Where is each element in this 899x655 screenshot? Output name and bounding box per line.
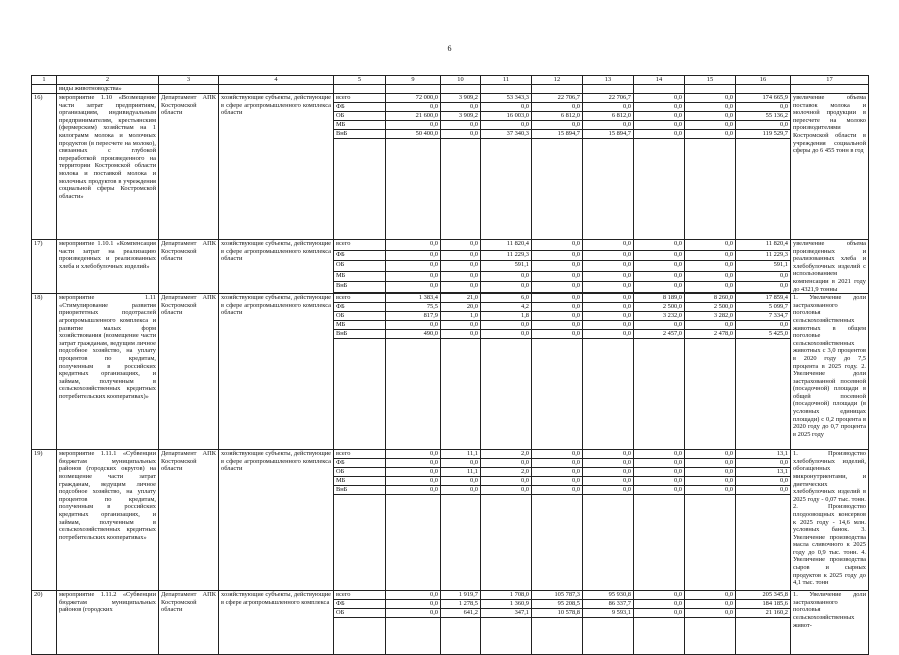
amount-v13: 0,0 bbox=[583, 486, 634, 495]
amount-v13: 0,0 bbox=[583, 250, 634, 261]
amount-v9: 0,0 bbox=[386, 477, 441, 486]
empty-cell bbox=[685, 139, 736, 240]
amount-v13: 0,0 bbox=[583, 121, 634, 130]
amount-v10: 0,0 bbox=[441, 477, 481, 486]
amount-v14: 0,0 bbox=[634, 271, 685, 282]
amount-v16: 119 529,7 bbox=[736, 130, 791, 139]
amount-v13: 0,0 bbox=[583, 282, 634, 293]
empty-cell bbox=[334, 495, 386, 591]
column-header-13: 13 bbox=[583, 76, 634, 85]
amount-v15: 0,0 bbox=[685, 321, 736, 330]
amount-v12: 0,0 bbox=[532, 261, 583, 272]
amount-v14: 0,0 bbox=[634, 261, 685, 272]
amount-v13: 86 337,7 bbox=[583, 600, 634, 609]
amount-v13: 0,0 bbox=[583, 271, 634, 282]
amount-v9: 0,0 bbox=[386, 121, 441, 130]
amount-v11: 2,0 bbox=[481, 468, 532, 477]
empty-cell bbox=[386, 339, 441, 450]
amount-v11: 0,0 bbox=[481, 330, 532, 339]
amount-v10: 3 909,2 bbox=[441, 112, 481, 121]
amount-v13: 0,0 bbox=[583, 103, 634, 112]
funding-source: ФБ bbox=[334, 250, 386, 261]
amount-v9: 72 000,0 bbox=[386, 94, 441, 103]
amount-v14: 0,0 bbox=[634, 240, 685, 251]
empty-cell bbox=[441, 339, 481, 450]
executor: Департамент АПК Костромской области bbox=[159, 591, 219, 655]
amount-v11: 4,2 bbox=[481, 303, 532, 312]
amount-v9: 0,0 bbox=[386, 261, 441, 272]
amount-v15: 0,0 bbox=[685, 600, 736, 609]
amount-v13: 0,0 bbox=[583, 261, 634, 272]
amount-v12: 0,0 bbox=[532, 477, 583, 486]
amount-v12: 22 706,7 bbox=[532, 94, 583, 103]
funding-source: ФБ bbox=[334, 459, 386, 468]
amount-v12: 6 812,0 bbox=[532, 112, 583, 121]
amount-v12: 0,0 bbox=[532, 459, 583, 468]
funding-source: ОБ bbox=[334, 112, 386, 121]
amount-v13: 0,0 bbox=[583, 450, 634, 459]
empty-cell bbox=[334, 618, 386, 655]
executor: Департамент АПК Костромской области bbox=[159, 294, 219, 450]
amount-v16: 591,1 bbox=[736, 261, 791, 272]
amount-v12: 95 208,5 bbox=[532, 600, 583, 609]
amount-v15: 0,0 bbox=[685, 468, 736, 477]
amount-v9: 21 600,0 bbox=[386, 112, 441, 121]
amount-v14: 0,0 bbox=[634, 282, 685, 293]
empty-cell bbox=[736, 339, 791, 450]
amount-v14: 0,0 bbox=[634, 486, 685, 495]
amount-v12: 0,0 bbox=[532, 450, 583, 459]
expected-result: 1. Производство хлебобулочных изделий, обогащенных микронутриентами, и диетических хлебобулочных изделий в 2025 году - 0,07 тыс. тонн. 2. Производство плодоовощных консервов к 2025 году - 14,6 млн. условных банок. 3. Увеличение производства масла сливочного к 2025 году до 0,9 тыс. тонн. 4. Увеличение производства сыров и сырных продуктов к 2025 году до 4,1 тыс. тонн bbox=[791, 450, 869, 591]
amount-v10: 641,2 bbox=[441, 609, 481, 618]
row-number: 20) bbox=[32, 591, 57, 655]
table-row bbox=[32, 294, 869, 303]
amount-v9: 1 383,4 bbox=[386, 294, 441, 303]
measure-name: мероприятие 1.11.2 «Субвенции бюджетам муниципальных районов (городских bbox=[57, 591, 159, 655]
row-number: 19) bbox=[32, 450, 57, 591]
empty-cell bbox=[481, 618, 532, 655]
empty-cell bbox=[532, 339, 583, 450]
amount-v11: 591,1 bbox=[481, 261, 532, 272]
funding-source: МБ bbox=[334, 121, 386, 130]
executor: Департамент АПК Костромской области bbox=[159, 450, 219, 591]
amount-v14: 8 189,0 bbox=[634, 294, 685, 303]
amount-v11: 0,0 bbox=[481, 486, 532, 495]
amount-v11: 0,0 bbox=[481, 271, 532, 282]
measure-name: мероприятие 1.11 «Стимулирование развития приоритетных подотраслей агропромышленного комплекса и развитие малых форм хозяйствования (возмещение части затрат гражданам, ведущим личное подсобное хозяйство, на уплату процентов по кредитам, полученным в российских кредитных организациях, и займам, полученным в сельскохозяйственных кредитных потребительских кооперативах)» bbox=[57, 294, 159, 450]
empty-cell bbox=[441, 139, 481, 240]
amount-v15: 0,0 bbox=[685, 112, 736, 121]
funding-source: МБ bbox=[334, 271, 386, 282]
amount-v15: 0,0 bbox=[685, 591, 736, 600]
funding-source: всего bbox=[334, 591, 386, 600]
amount-v10: 0,0 bbox=[441, 121, 481, 130]
amount-v10: 20,0 bbox=[441, 303, 481, 312]
amount-v13: 0,0 bbox=[583, 468, 634, 477]
amount-v16: 55 136,2 bbox=[736, 112, 791, 121]
table-row bbox=[32, 591, 869, 600]
funding-source: всего bbox=[334, 240, 386, 251]
amount-v15: 0,0 bbox=[685, 121, 736, 130]
amount-v13: 95 930,8 bbox=[583, 591, 634, 600]
amount-v14: 0,0 bbox=[634, 112, 685, 121]
amount-v11: 53 343,3 bbox=[481, 94, 532, 103]
funding-source: ОБ bbox=[334, 312, 386, 321]
amount-v11: 6,0 bbox=[481, 294, 532, 303]
empty-cell bbox=[441, 495, 481, 591]
column-header-1: 1 bbox=[32, 76, 57, 85]
empty-cell bbox=[386, 618, 441, 655]
amount-v14: 0,0 bbox=[634, 94, 685, 103]
amount-v10: 0,0 bbox=[441, 250, 481, 261]
amount-v15: 0,0 bbox=[685, 103, 736, 112]
amount-v10: 0,0 bbox=[441, 271, 481, 282]
header-row bbox=[32, 76, 869, 85]
participants: хозяйствующие субъекты, действующие в сфере агропромышленного комплекса области bbox=[219, 294, 334, 450]
amount-v15: 0,0 bbox=[685, 130, 736, 139]
amount-v12: 0,0 bbox=[532, 312, 583, 321]
amount-v12: 15 894,7 bbox=[532, 130, 583, 139]
amount-v16: 11 820,4 bbox=[736, 240, 791, 251]
amount-v10: 0,0 bbox=[441, 130, 481, 139]
amount-v16: 7 334,7 bbox=[736, 312, 791, 321]
amount-v15: 8 260,0 bbox=[685, 294, 736, 303]
amount-v11: 37 340,3 bbox=[481, 130, 532, 139]
expected-result: 1. Увеличение доли застрахованного поголовья сельскохозяйственных живот- bbox=[791, 591, 869, 655]
amount-v11: 11 229,3 bbox=[481, 250, 532, 261]
amount-v13: 9 593,1 bbox=[583, 609, 634, 618]
amount-v10: 0,0 bbox=[441, 103, 481, 112]
amount-v14: 0,0 bbox=[634, 250, 685, 261]
empty-cell bbox=[685, 618, 736, 655]
amount-v15: 0,0 bbox=[685, 282, 736, 293]
amount-v9: 0,0 bbox=[386, 271, 441, 282]
amount-v12: 10 578,8 bbox=[532, 609, 583, 618]
amount-v10: 1 278,5 bbox=[441, 600, 481, 609]
amount-v9: 0,0 bbox=[386, 459, 441, 468]
amount-v11: 0,0 bbox=[481, 459, 532, 468]
funding-source: МБ bbox=[334, 477, 386, 486]
amount-v11: 16 003,0 bbox=[481, 112, 532, 121]
table-row bbox=[32, 450, 869, 459]
funding-source: ОБ bbox=[334, 261, 386, 272]
amount-v9: 0,0 bbox=[386, 609, 441, 618]
amount-v13: 0,0 bbox=[583, 330, 634, 339]
amount-v9: 0,0 bbox=[386, 600, 441, 609]
column-header-5: 5 bbox=[334, 76, 386, 85]
amount-v12: 0,0 bbox=[532, 240, 583, 251]
amount-v16: 0,0 bbox=[736, 121, 791, 130]
amount-v16: 0,0 bbox=[736, 321, 791, 330]
empty-cell bbox=[736, 495, 791, 591]
row-number: 18) bbox=[32, 294, 57, 450]
amount-v12: 0,0 bbox=[532, 330, 583, 339]
page-number: 6 bbox=[447, 44, 452, 53]
amount-v13: 0,0 bbox=[583, 477, 634, 486]
amount-v11: 11 820,4 bbox=[481, 240, 532, 251]
column-header-17: 17 bbox=[791, 76, 869, 85]
top-fragment-text: виды животноводства» bbox=[57, 85, 159, 94]
amount-v12: 0,0 bbox=[532, 250, 583, 261]
amount-v10: 0,0 bbox=[441, 240, 481, 251]
empty-cell bbox=[736, 139, 791, 240]
amount-v15: 0,0 bbox=[685, 250, 736, 261]
amount-v10: 0,0 bbox=[441, 330, 481, 339]
amount-v9: 0,0 bbox=[386, 450, 441, 459]
amount-v11: 0,0 bbox=[481, 121, 532, 130]
empty-cell bbox=[685, 495, 736, 591]
amount-v15: 0,0 bbox=[685, 261, 736, 272]
table-row bbox=[32, 240, 869, 251]
empty-cell bbox=[583, 139, 634, 240]
amount-v11: 1 708,0 bbox=[481, 591, 532, 600]
participants: хозяйствующие субъекты, действующие в сфере агропромышленного комплекса области bbox=[219, 94, 334, 240]
amount-v10: 0,0 bbox=[441, 282, 481, 293]
amount-v16: 21 160,2 bbox=[736, 609, 791, 618]
funding-source: ФБ bbox=[334, 600, 386, 609]
funding-source: ОБ bbox=[334, 468, 386, 477]
expected-result: увеличение объема произведенных и реализованных хлеба и хлебобулочных изделий с использованием компенсации в 2021 году до 4321,9 тонны bbox=[791, 240, 869, 294]
amount-v9: 0,0 bbox=[386, 240, 441, 251]
amount-v14: 0,0 bbox=[634, 477, 685, 486]
participants: хозяйствующие субъекты, действующие в сфере агропромышленного комплекса области bbox=[219, 240, 334, 294]
empty-cell bbox=[334, 139, 386, 240]
amount-v12: 0,0 bbox=[532, 103, 583, 112]
empty-cell bbox=[532, 139, 583, 240]
amount-v12: 105 787,3 bbox=[532, 591, 583, 600]
amount-v16: 17 859,4 bbox=[736, 294, 791, 303]
amount-v13: 0,0 bbox=[583, 312, 634, 321]
amount-v15: 3 282,0 bbox=[685, 312, 736, 321]
funding-source: ВнБ bbox=[334, 282, 386, 293]
program-measures-table bbox=[31, 75, 869, 655]
amount-v11: 2,0 bbox=[481, 450, 532, 459]
amount-v9: 0,0 bbox=[386, 486, 441, 495]
funding-source: всего bbox=[334, 94, 386, 103]
amount-v13: 6 812,0 bbox=[583, 112, 634, 121]
amount-v9: 490,0 bbox=[386, 330, 441, 339]
amount-v11: 0,0 bbox=[481, 321, 532, 330]
empty-cell bbox=[532, 618, 583, 655]
empty-cell bbox=[441, 618, 481, 655]
amount-v15: 0,0 bbox=[685, 477, 736, 486]
amount-v10: 0,0 bbox=[441, 459, 481, 468]
amount-v11: 0,0 bbox=[481, 477, 532, 486]
empty-cell bbox=[481, 339, 532, 450]
amount-v16: 13,1 bbox=[736, 450, 791, 459]
amount-v14: 2 500,0 bbox=[634, 303, 685, 312]
column-header-4: 4 bbox=[219, 76, 334, 85]
amount-v11: 1 360,9 bbox=[481, 600, 532, 609]
amount-v13: 0,0 bbox=[583, 294, 634, 303]
amount-v15: 2 500,0 bbox=[685, 303, 736, 312]
amount-v15: 0,0 bbox=[685, 271, 736, 282]
amount-v12: 0,0 bbox=[532, 468, 583, 477]
amount-v14: 0,0 bbox=[634, 121, 685, 130]
empty-cell bbox=[736, 618, 791, 655]
amount-v16: 11 229,3 bbox=[736, 250, 791, 261]
funding-source: ВнБ bbox=[334, 130, 386, 139]
empty-cell bbox=[685, 339, 736, 450]
funding-source: всего bbox=[334, 294, 386, 303]
empty-cell bbox=[634, 339, 685, 450]
empty-cell bbox=[532, 495, 583, 591]
amount-v14: 0,0 bbox=[634, 103, 685, 112]
amount-v16: 13,1 bbox=[736, 468, 791, 477]
empty-cell bbox=[386, 139, 441, 240]
amount-v16: 205 345,8 bbox=[736, 591, 791, 600]
amount-v16: 5 425,0 bbox=[736, 330, 791, 339]
amount-v12: 0,0 bbox=[532, 486, 583, 495]
column-header-11: 11 bbox=[481, 76, 532, 85]
amount-v10: 11,1 bbox=[441, 468, 481, 477]
amount-v10: 1,0 bbox=[441, 312, 481, 321]
amount-v10: 21,0 bbox=[441, 294, 481, 303]
empty-cell bbox=[583, 339, 634, 450]
empty-cell bbox=[634, 618, 685, 655]
funding-source: ФБ bbox=[334, 103, 386, 112]
measure-name: мероприятие 1.10 «Возмещение части затрат предприятиям, организациям, индивидуальным предпринимателям, крестьянским (фермерским) хозяйствам на 1 килограмм молока и молочных продуктов (в пересчете на молоко), связанных с глубокой переработкой произведенного на территории Костромской области молока и поставкой молока и молочных продуктов в учреждения социальной сферы Костромской области» bbox=[57, 94, 159, 240]
amount-v15: 0,0 bbox=[685, 94, 736, 103]
amount-v10: 0,0 bbox=[441, 261, 481, 272]
empty-cell bbox=[481, 139, 532, 240]
amount-v15: 0,0 bbox=[685, 450, 736, 459]
amount-v12: 0,0 bbox=[532, 282, 583, 293]
amount-v13: 0,0 bbox=[583, 459, 634, 468]
amount-v14: 0,0 bbox=[634, 321, 685, 330]
measure-name: мероприятие 1.10.1 «Компенсация части затрат на реализацию произведенных и реализованных хлеба и хлебобулочных изделий» bbox=[57, 240, 159, 294]
empty-cell bbox=[583, 495, 634, 591]
column-header-12: 12 bbox=[532, 76, 583, 85]
column-header-2: 2 bbox=[57, 76, 159, 85]
amount-v11: 0,0 bbox=[481, 103, 532, 112]
amount-v16: 0,0 bbox=[736, 459, 791, 468]
amount-v13: 15 894,7 bbox=[583, 130, 634, 139]
amount-v9: 0,0 bbox=[386, 103, 441, 112]
amount-v15: 0,0 bbox=[685, 240, 736, 251]
amount-v10: 11,1 bbox=[441, 450, 481, 459]
row-number: 17) bbox=[32, 240, 57, 294]
amount-v12: 0,0 bbox=[532, 303, 583, 312]
amount-v10: 1 919,7 bbox=[441, 591, 481, 600]
amount-v14: 0,0 bbox=[634, 600, 685, 609]
amount-v13: 0,0 bbox=[583, 240, 634, 251]
amount-v14: 0,0 bbox=[634, 468, 685, 477]
amount-v13: 0,0 bbox=[583, 321, 634, 330]
empty-cell bbox=[583, 618, 634, 655]
amount-v9: 75,5 bbox=[386, 303, 441, 312]
empty-cell bbox=[334, 339, 386, 450]
top-fragment-row bbox=[32, 85, 869, 94]
column-header-15: 15 bbox=[685, 76, 736, 85]
amount-v15: 0,0 bbox=[685, 609, 736, 618]
amount-v16: 0,0 bbox=[736, 477, 791, 486]
expected-result: 1. Увеличение доли застрахованного поголовья сельскохозяйственных животных в общем поголовье сельскохозяйственных животных с 3,0 процентов в 2020 году до 7,5 процента в 2025 году. 2. Увеличение доли застрахованной посевной (посадочной) площади в общей посевной (посадочной) площади (в условных единицах площади) с 0,2 процента в 2020 году до 0,7 процента в 2025 году bbox=[791, 294, 869, 450]
participants: хозяйствующие субъекты, действующие в сфере агропромышленного комплекса bbox=[219, 591, 334, 655]
amount-v14: 3 232,0 bbox=[634, 312, 685, 321]
empty-cell bbox=[386, 495, 441, 591]
column-header-14: 14 bbox=[634, 76, 685, 85]
amount-v12: 0,0 bbox=[532, 321, 583, 330]
table-row bbox=[32, 94, 869, 103]
amount-v14: 0,0 bbox=[634, 609, 685, 618]
empty-cell bbox=[481, 495, 532, 591]
amount-v9: 817,9 bbox=[386, 312, 441, 321]
expected-result: увеличение объема поставок молока и молочной продукции в пересчете на молоко производителями Костромской области в учреждения социальной сферы до 6 455 тонн в год bbox=[791, 94, 869, 240]
column-header-16: 16 bbox=[736, 76, 791, 85]
column-header-10: 10 bbox=[441, 76, 481, 85]
amount-v9: 0,0 bbox=[386, 250, 441, 261]
amount-v9: 0,0 bbox=[386, 591, 441, 600]
column-header-9: 9 bbox=[386, 76, 441, 85]
amount-v13: 0,0 bbox=[583, 303, 634, 312]
amount-v16: 0,0 bbox=[736, 103, 791, 112]
executor: Департамент АПК Костромской области bbox=[159, 240, 219, 294]
funding-source: ОБ bbox=[334, 609, 386, 618]
amount-v11: 347,1 bbox=[481, 609, 532, 618]
funding-source: ФБ bbox=[334, 303, 386, 312]
amount-v12: 0,0 bbox=[532, 121, 583, 130]
empty-cell bbox=[634, 139, 685, 240]
amount-v9: 50 400,0 bbox=[386, 130, 441, 139]
amount-v9: 0,0 bbox=[386, 321, 441, 330]
participants: хозяйствующие субъекты, действующие в сфере агропромышленного комплекса области bbox=[219, 450, 334, 591]
amount-v9: 0,0 bbox=[386, 468, 441, 477]
amount-v12: 0,0 bbox=[532, 271, 583, 282]
amount-v15: 2 478,0 bbox=[685, 330, 736, 339]
row-number: 16) bbox=[32, 94, 57, 240]
amount-v16: 0,0 bbox=[736, 271, 791, 282]
measure-name: мероприятие 1.11.1 «Субвенции бюджетам муниципальных районов (городских округов) на возмещение части затрат гражданам, ведущим личное подсобное хозяйство, на уплату процентов по кредитам, полученным в российских кредитных организациях, и займам, полученным в сельскохозяйственных кредитных потребительских кооперативах» bbox=[57, 450, 159, 591]
amount-v11: 1,8 bbox=[481, 312, 532, 321]
column-header-3: 3 bbox=[159, 76, 219, 85]
amount-v10: 0,0 bbox=[441, 486, 481, 495]
amount-v10: 3 909,2 bbox=[441, 94, 481, 103]
amount-v14: 0,0 bbox=[634, 450, 685, 459]
amount-v15: 0,0 bbox=[685, 459, 736, 468]
amount-v16: 5 099,7 bbox=[736, 303, 791, 312]
executor: Департамент АПК Костромской области bbox=[159, 94, 219, 240]
amount-v14: 0,0 bbox=[634, 591, 685, 600]
funding-source: МБ bbox=[334, 321, 386, 330]
amount-v15: 0,0 bbox=[685, 486, 736, 495]
amount-v14: 0,0 bbox=[634, 459, 685, 468]
amount-v16: 174 665,9 bbox=[736, 94, 791, 103]
amount-v16: 0,0 bbox=[736, 282, 791, 293]
amount-v14: 0,0 bbox=[634, 130, 685, 139]
amount-v16: 184 185,6 bbox=[736, 600, 791, 609]
amount-v11: 0,0 bbox=[481, 282, 532, 293]
funding-source: ВнБ bbox=[334, 486, 386, 495]
amount-v13: 22 706,7 bbox=[583, 94, 634, 103]
funding-source: всего bbox=[334, 450, 386, 459]
amount-v16: 0,0 bbox=[736, 486, 791, 495]
empty-cell bbox=[634, 495, 685, 591]
amount-v12: 0,0 bbox=[532, 294, 583, 303]
funding-source: ВнБ bbox=[334, 330, 386, 339]
amount-v9: 0,0 bbox=[386, 282, 441, 293]
amount-v14: 2 457,0 bbox=[634, 330, 685, 339]
amount-v10: 0,0 bbox=[441, 321, 481, 330]
